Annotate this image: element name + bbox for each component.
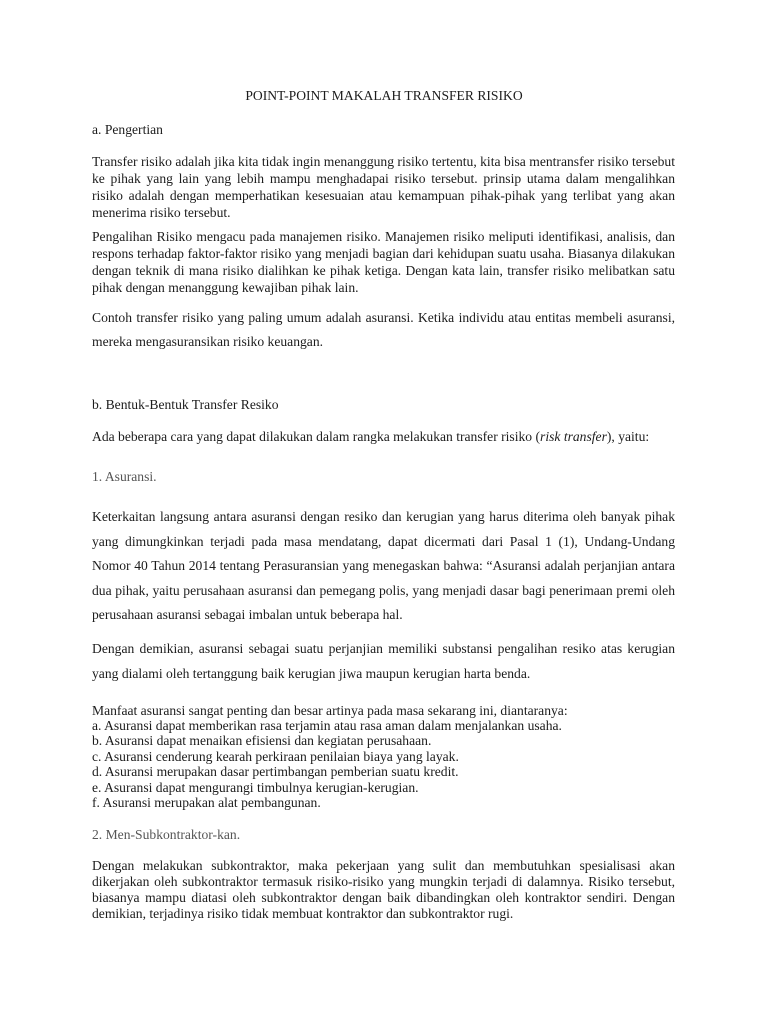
subsection-2-heading: 2. Men-Subkontraktor-kan. — [92, 827, 241, 842]
section-a-paragraph-2: Pengalihan Risiko mengacu pada manajemen risiko. Manajemen risiko meliputi identifikasi, analisis, dan respons terhadap faktor-faktor risiko yang menjadi bagian dari kehidupan suatu usaha. Biasanya dilakukan dengan teknik di mana risiko dialihkan ke pihak ketiga. Dengan kata lain, transfer risiko melibatkan satu pihak dengan menanggung kewajiban pihak lain. — [92, 229, 675, 295]
section-a-heading: a. Pengertian — [92, 122, 163, 137]
section-b-heading: b. Bentuk-Bentuk Transfer Resiko — [92, 397, 279, 412]
section-a-paragraph-1: Transfer risiko adalah jika kita tidak ingin menanggung risiko tertentu, kita bisa mentransfer risiko tersebut ke pihak yang lain yang lebih mampu menghadapai risiko tersebut. prinsip utama dalam mengalihkan risiko adalah dengan memperhatikan kesesuaian atau kemampuan pihak-pihak yang terlibat yang akan menerima risiko tersebut. — [92, 154, 675, 220]
benefits-list-item: a. Asuransi dapat memberikan rasa terjamin atau rasa aman dalam menjalankan usaha. — [92, 718, 562, 733]
subsection-1-paragraph-2: Dengan demikian, asuransi sebagai suatu perjanjian memiliki substansi pengalihan resiko atas kerugian yang dialami oleh tertanggung baik kerugian jiwa maupun kerugian harta benda. — [92, 641, 675, 681]
section-a-paragraph-3: Contoh transfer risiko yang paling umum adalah asuransi. Ketika individu atau entitas membeli asuransi, mereka mengasuransikan risiko keuangan. — [92, 310, 675, 349]
document-title: POINT-POINT MAKALAH TRANSFER RISIKO — [245, 88, 523, 103]
intro-text-italic: risk transfer — [540, 429, 607, 444]
benefits-list-item: d. Asuransi merupakan dasar pertimbangan pemberian suatu kredit. — [92, 764, 459, 779]
subsection-1-heading: 1. Asuransi. — [92, 469, 157, 484]
intro-text-before: Ada beberapa cara yang dapat dilakukan dalam rangka melakukan transfer risiko ( — [92, 429, 541, 444]
benefits-intro: Manfaat asuransi sangat penting dan besar artinya pada masa sekarang ini, diantaranya: — [92, 703, 568, 718]
benefits-list-item: f. Asuransi merupakan alat pembangunan. — [92, 795, 321, 810]
subsection-2-paragraph-1: Dengan melakukan subkontraktor, maka pekerjaan yang sulit dan membutuhkan spesialisasi akan dikerjakan oleh subkontraktor termasuk risiko-risiko yang mungkin terjadi di dalamnya. Risiko tersebut, biasanya mampu diatasi oleh subkontraktor dengan baik dibandingkan oleh kontraktor sendiri. Dengan demikian, terjadinya risiko tidak membuat kontraktor dan subkontraktor rugi. — [92, 858, 675, 921]
benefits-list-item: e. Asuransi dapat mengurangi timbulnya kerugian-kerugian. — [92, 780, 419, 795]
subsection-1-paragraph-1: Keterkaitan langsung antara asuransi dengan resiko dan kerugian yang harus diterima oleh banyak pihak yang dimungkinkan terjadi pada masa mendatang, dapat dicermati dari Pasal 1 (1), Undang-Undang Nomor 40 Tahun 2014 tentang Perasuransian yang menegaskan bahwa: “Asuransi adalah perjanjian antara dua pihak, yaitu perusahaan asuransi dan pemegang polis, yang menjadi dasar bagi penerimaan premi oleh perusahaan asuransi sebagai imbalan untuk beberapa hal. — [92, 509, 675, 622]
intro-text-after: ), yaitu: — [606, 429, 650, 444]
section-b-intro — [92, 428, 675, 446]
benefits-list-item: b. Asuransi dapat menaikan efisiensi dan kegiatan perusahaan. — [92, 733, 432, 748]
benefits-list-item: c. Asuransi cenderung kearah perkiraan penilaian biaya yang layak. — [92, 749, 459, 764]
